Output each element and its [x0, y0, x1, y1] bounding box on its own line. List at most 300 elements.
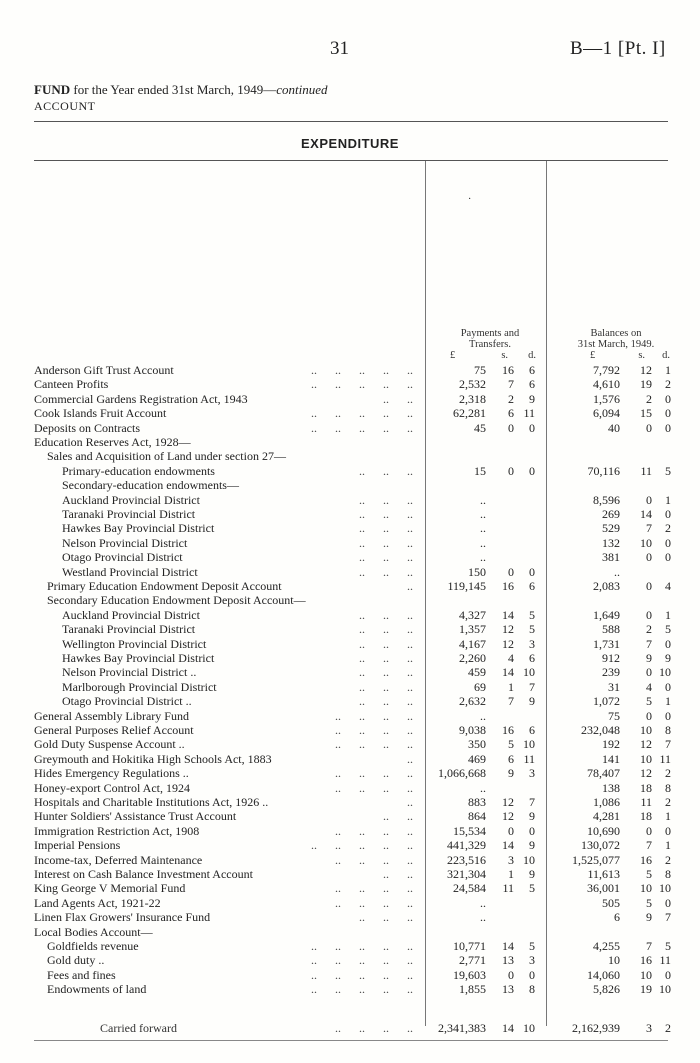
pay-pounds-cell: 2,632 — [459, 694, 486, 709]
bal-shillings-cell: 18 — [640, 809, 652, 824]
row-leader: .. .. .. — [350, 636, 413, 651]
carried-pay-pence: 10 — [523, 1021, 535, 1035]
bal-pounds-cell: .. — [614, 564, 620, 579]
pay-pence-cell: 5 — [529, 622, 535, 637]
table-row — [0, 536, 700, 550]
bal-pence-cell: 8 — [665, 867, 671, 881]
pay-pounds-cell: 469 — [468, 751, 486, 766]
row-label: Endowments of land — [47, 982, 147, 997]
bal-pounds-cell: 138 — [602, 780, 620, 795]
bal-pence-cell: 10 — [659, 665, 671, 680]
bal-pence-cell: 2 — [665, 766, 671, 781]
pay-pence-cell: 0 — [529, 564, 535, 579]
pay-pence-cell: 6 — [529, 363, 535, 377]
bal-shillings-cell: 12 — [640, 766, 652, 781]
row-leader: .. .. .. .. .. — [293, 838, 413, 853]
bal-shillings-cell: 5 — [646, 895, 652, 910]
table-row — [0, 565, 700, 579]
row-label: Taranaki Provincial District — [62, 622, 196, 637]
table-row — [0, 795, 700, 809]
bal-pounds-cell: 31 — [608, 679, 620, 694]
pay-pounds-cell: 9,038 — [459, 723, 486, 737]
row-leader: .. .. .. .. — [326, 708, 413, 723]
pay-pence-cell: 11 — [523, 751, 535, 766]
bal-pounds-cell: 75 — [608, 708, 620, 723]
table-row — [0, 867, 700, 881]
table-row — [0, 953, 700, 967]
balances-column-header — [560, 328, 672, 361]
bal-pence-cell: 0 — [665, 406, 671, 421]
row-leader: .. — [398, 795, 413, 809]
row-leader: .. .. .. .. — [326, 852, 413, 867]
bal-shillings-cell: 2 — [646, 622, 652, 637]
pay-shillings-cell: 2 — [508, 391, 514, 406]
pay-pounds-cell: 69 — [474, 679, 486, 694]
bal-pence-cell: 5 — [665, 622, 671, 637]
pay-pounds-cell: 2,318 — [459, 391, 486, 406]
payments-pounds-unit: £ — [450, 350, 456, 361]
pay-pence-cell: 10 — [523, 737, 535, 752]
pay-pence-cell: 9 — [529, 391, 535, 406]
bal-pence-cell: 2 — [665, 852, 671, 867]
carried-bal-pounds: 2,162,939 — [572, 1021, 620, 1035]
pay-pounds-cell: 459 — [468, 665, 486, 680]
row-leader: .. .. .. — [350, 607, 413, 622]
payments-pence-unit: d. — [528, 350, 536, 361]
bal-shillings-cell: 9 — [646, 651, 652, 665]
row-label: Hunter Soldiers' Assistance Trust Account — [34, 809, 237, 824]
row-label: General Assembly Library Fund — [34, 708, 189, 723]
carried-bal-pence: 2 — [665, 1021, 671, 1035]
pay-pounds-cell: 1,855 — [459, 982, 486, 997]
bal-shillings-cell: 2 — [646, 391, 652, 406]
pay-pounds-cell: 15,534 — [453, 823, 486, 838]
row-label: Westland Provincial District — [62, 564, 198, 579]
bal-pounds-cell: 505 — [602, 895, 620, 910]
row-label: Hawkes Bay Provincial District — [62, 651, 215, 665]
row-label: Wellington Provincial District — [62, 636, 207, 651]
bal-pence-cell: 9 — [665, 651, 671, 665]
bal-pounds-cell: 1,086 — [593, 795, 620, 809]
pay-pence-cell: 5 — [529, 939, 535, 953]
table-row — [0, 435, 700, 449]
pay-pence-cell: 10 — [523, 665, 535, 680]
pay-pounds-cell: .. — [480, 521, 486, 536]
bal-shillings-cell: 7 — [646, 939, 652, 953]
bal-shillings-cell: 0 — [646, 708, 652, 723]
pay-pence-cell: 0 — [529, 463, 535, 478]
bal-pence-cell: 0 — [665, 823, 671, 838]
bal-shillings-cell: 19 — [640, 377, 652, 392]
pay-shillings-cell: 6 — [508, 406, 514, 421]
bal-shillings-cell: 0 — [646, 420, 652, 435]
table-row — [0, 507, 700, 521]
row-label: King George V Memorial Fund — [34, 881, 186, 896]
row-leader: .. .. .. — [350, 463, 413, 478]
pay-pence-cell: 7 — [529, 679, 535, 694]
table-row — [0, 881, 700, 895]
table-row — [0, 550, 700, 564]
pay-shillings-cell: 0 — [508, 463, 514, 478]
bal-shillings-cell: 16 — [640, 953, 652, 968]
bal-pence-cell: 4 — [665, 579, 671, 593]
table-row — [0, 579, 700, 593]
row-leader: .. .. — [374, 867, 413, 881]
row-label: Hawkes Bay Provincial District — [62, 521, 215, 536]
payments-header-line2: Transfers. — [469, 339, 511, 350]
pay-shillings-cell: 16 — [502, 363, 514, 377]
pay-shillings-cell: 4 — [508, 651, 514, 665]
bal-pence-cell: 10 — [659, 881, 671, 896]
bal-shillings-cell: 11 — [640, 795, 652, 809]
pay-shillings-cell: 7 — [508, 377, 514, 392]
bal-pence-cell: 1 — [665, 809, 671, 824]
bal-shillings-cell: 12 — [640, 737, 652, 752]
bal-pence-cell: 11 — [659, 953, 671, 968]
bal-pounds-cell: 10,690 — [587, 823, 620, 838]
table-row — [0, 665, 700, 679]
bal-pounds-cell: 132 — [602, 535, 620, 550]
pay-shillings-cell: 12 — [502, 809, 514, 824]
row-leader: .. .. .. — [350, 564, 413, 579]
bal-pounds-cell: 5,826 — [593, 982, 620, 997]
pay-pence-cell: 6 — [529, 377, 535, 392]
bal-pounds-cell: 588 — [602, 622, 620, 637]
pay-shillings-cell: 7 — [508, 694, 514, 709]
row-label: Secondary Education Endowment Deposit Account— — [47, 593, 306, 608]
bal-pence-cell: 0 — [665, 420, 671, 435]
pay-pounds-cell: 321,304 — [447, 867, 486, 881]
table-row — [0, 680, 700, 694]
table-row — [0, 982, 700, 996]
pay-pounds-cell: 1,066,668 — [438, 766, 486, 781]
bal-shillings-cell: 14 — [640, 507, 652, 521]
row-label: Commercial Gardens Registration Act, 1943 — [34, 391, 248, 406]
pay-pounds-cell: 350 — [468, 737, 486, 752]
bal-pounds-cell: 7,792 — [593, 363, 620, 377]
balances-pounds-unit: £ — [590, 350, 596, 361]
pay-pounds-cell: 119,145 — [447, 579, 486, 593]
bal-pounds-cell: 381 — [602, 550, 620, 565]
bal-pence-cell: 1 — [665, 607, 671, 622]
payments-column-header — [440, 328, 540, 361]
bal-pence-cell: 7 — [665, 910, 671, 925]
bal-pence-cell: 0 — [665, 391, 671, 406]
balances-header-line2: 31st March, 1949. — [577, 339, 655, 350]
table-row — [0, 694, 700, 708]
row-label: Gold duty .. — [47, 953, 105, 968]
bal-pence-cell: 1 — [665, 492, 671, 507]
table-row — [0, 968, 700, 982]
carried-pay-pounds: 2,341,383 — [438, 1021, 486, 1035]
pay-pounds-cell: 150 — [468, 564, 486, 579]
table-row — [0, 637, 700, 651]
fund-title-italic: continued — [276, 82, 328, 97]
pay-pence-cell: 11 — [523, 406, 535, 421]
pay-pence-cell: 6 — [529, 651, 535, 665]
bal-pounds-cell: 6,094 — [593, 406, 620, 421]
bal-shillings-cell: 0 — [646, 550, 652, 565]
row-label: Taranaki Provincial District — [62, 507, 196, 521]
bal-pounds-cell: 1,525,077 — [572, 852, 620, 867]
pay-pence-cell: 5 — [529, 881, 535, 896]
table-row — [0, 449, 700, 463]
bal-pence-cell: 5 — [665, 939, 671, 953]
bal-shillings-cell: 15 — [640, 406, 652, 421]
row-leader: .. .. .. — [350, 622, 413, 637]
pay-shillings-cell: 0 — [508, 823, 514, 838]
bal-pence-cell: 0 — [665, 636, 671, 651]
table-row — [0, 838, 700, 852]
pay-pounds-cell: 2,260 — [459, 651, 486, 665]
pay-pence-cell: 3 — [529, 636, 535, 651]
row-label: Local Bodies Account— — [34, 924, 153, 939]
stray-mark: · — [468, 194, 472, 205]
pay-shillings-cell: 9 — [508, 766, 514, 781]
row-leader: .. .. .. .. — [326, 737, 413, 752]
bal-pounds-cell: 8,596 — [593, 492, 620, 507]
pay-pence-cell: 7 — [529, 795, 535, 809]
payments-currency-units — [440, 350, 540, 361]
bal-pounds-cell: 141 — [602, 751, 620, 766]
row-leader: .. .. .. .. — [326, 723, 413, 737]
row-label: Cook Islands Fruit Account — [34, 406, 167, 421]
table-row — [0, 421, 700, 435]
bal-pence-cell: 7 — [665, 737, 671, 752]
bal-pounds-cell: 70,116 — [587, 463, 620, 478]
pay-pounds-cell: 2,771 — [459, 953, 486, 968]
pay-pence-cell: 0 — [529, 823, 535, 838]
row-leader: .. .. .. — [350, 492, 413, 507]
bal-pounds-cell: 2,083 — [593, 579, 620, 593]
bal-shillings-cell: 7 — [646, 521, 652, 536]
pay-pounds-cell: 75 — [474, 363, 486, 377]
bal-pounds-cell: 192 — [602, 737, 620, 752]
pay-shillings-cell: 0 — [508, 420, 514, 435]
row-label: Primary Education Endowment Deposit Account — [47, 579, 282, 593]
bal-pence-cell: 0 — [665, 535, 671, 550]
row-leader: .. .. .. .. — [326, 895, 413, 910]
row-label: Education Reserves Act, 1928— — [34, 435, 191, 449]
row-leader: .. .. .. — [350, 665, 413, 680]
bal-pence-cell: 0 — [665, 550, 671, 565]
pay-pence-cell: 6 — [529, 723, 535, 737]
bal-pounds-cell: 36,001 — [587, 881, 620, 896]
table-row — [0, 651, 700, 665]
row-leader: .. .. .. — [350, 910, 413, 925]
bal-pounds-cell: 4,255 — [593, 939, 620, 953]
table-row — [0, 392, 700, 406]
bal-shillings-cell: 4 — [646, 679, 652, 694]
row-leader: .. .. .. .. .. — [293, 420, 413, 435]
pay-pounds-cell: 4,167 — [459, 636, 486, 651]
pay-pounds-cell: 24,584 — [453, 881, 486, 896]
table-row — [0, 853, 700, 867]
row-leader: .. .. .. .. .. — [302, 967, 413, 982]
payments-header-line1: Payments and — [460, 328, 520, 339]
row-label: Marlborough Provincial District — [62, 679, 217, 694]
bal-shillings-cell: 18 — [640, 780, 652, 795]
table-row — [0, 608, 700, 622]
bal-pence-cell: 2 — [665, 795, 671, 809]
bal-pounds-cell: 1,649 — [593, 607, 620, 622]
row-leader: .. .. .. .. .. — [302, 406, 413, 421]
row-label: Deposits on Contracts — [34, 420, 140, 435]
row-leader: .. .. .. — [350, 651, 413, 665]
pay-pence-cell: 0 — [529, 420, 535, 435]
pay-pence-cell: 9 — [529, 809, 535, 824]
pay-pence-cell: 6 — [529, 579, 535, 593]
bal-shillings-cell: 0 — [646, 823, 652, 838]
pay-shillings-cell: 16 — [502, 723, 514, 737]
pay-pounds-cell: .. — [480, 492, 486, 507]
pay-shillings-cell: 12 — [502, 636, 514, 651]
bal-pence-cell: 1 — [665, 838, 671, 853]
bal-pence-cell: 0 — [665, 679, 671, 694]
row-label: Imperial Pensions — [34, 838, 121, 853]
pay-pence-cell: 5 — [529, 607, 535, 622]
row-label: Goldfields revenue — [47, 939, 139, 953]
row-label: Land Agents Act, 1921-22 — [34, 895, 161, 910]
bal-shillings-cell: 10 — [640, 881, 652, 896]
bal-shillings-cell: 10 — [640, 723, 652, 737]
row-label: Canteen Profits — [34, 377, 109, 392]
pay-pounds-cell: .. — [480, 780, 486, 795]
carried-bal-shillings: 3 — [646, 1021, 652, 1035]
bal-pounds-cell: 4,281 — [593, 809, 620, 824]
row-label: Gold Duty Suspense Account .. — [34, 737, 185, 752]
pay-shillings-cell: 6 — [508, 751, 514, 766]
row-label: Secondary-education endowments— — [62, 478, 239, 493]
pay-shillings-cell: 3 — [508, 852, 514, 867]
table-row — [0, 709, 700, 723]
bal-pence-cell: 11 — [659, 751, 671, 766]
row-leader: .. .. .. — [350, 679, 413, 694]
row-label: Primary-education endowments — [62, 463, 215, 478]
row-leader: .. — [398, 751, 413, 766]
pay-shillings-cell: 1 — [508, 867, 514, 881]
row-leader: .. .. .. .. .. — [302, 982, 413, 997]
bal-pounds-cell: 14,060 — [587, 967, 620, 982]
pay-shillings-cell: 12 — [502, 795, 514, 809]
pay-shillings-cell: 14 — [502, 838, 514, 853]
pay-pounds-cell: 62,281 — [453, 406, 486, 421]
bal-shillings-cell: 10 — [640, 967, 652, 982]
bal-pounds-cell: 269 — [602, 507, 620, 521]
pay-pounds-cell: .. — [480, 910, 486, 925]
pay-shillings-cell: 13 — [502, 982, 514, 997]
bal-shillings-cell: 0 — [646, 665, 652, 680]
bal-pounds-cell: 4,610 — [593, 377, 620, 392]
document-reference: B—1 [Pt. I] — [570, 38, 666, 59]
bal-pence-cell: 8 — [665, 723, 671, 737]
row-leader: .. .. .. .. .. — [308, 363, 413, 377]
bal-shillings-cell: 10 — [640, 535, 652, 550]
bal-pence-cell: 2 — [665, 377, 671, 392]
table-row — [0, 766, 700, 780]
table-row — [0, 781, 700, 795]
bal-pounds-cell: 912 — [602, 651, 620, 665]
table-row — [0, 521, 700, 535]
bal-shillings-cell: 5 — [646, 867, 652, 881]
row-leader: .. .. .. .. .. — [302, 953, 413, 968]
pay-pence-cell: 10 — [523, 852, 535, 867]
row-leader: .. .. .. — [350, 507, 413, 521]
pay-pence-cell: 9 — [529, 867, 535, 881]
row-leader: .. .. .. .. — [326, 766, 413, 781]
table-row — [0, 622, 700, 636]
carried-pay-shillings: 14 — [502, 1021, 514, 1035]
bal-pence-cell: 5 — [665, 463, 671, 478]
row-leader: .. .. .. — [350, 694, 413, 709]
balances-pence-unit: d. — [662, 350, 670, 361]
bal-pounds-cell: 239 — [602, 665, 620, 680]
footer-rule — [34, 1040, 668, 1041]
row-label: Interest on Cash Balance Investment Account — [34, 867, 253, 881]
bal-pounds-cell: 40 — [608, 420, 620, 435]
row-leader: .. .. .. .. — [326, 881, 413, 896]
pay-shillings-cell: 0 — [508, 564, 514, 579]
table-row — [0, 493, 700, 507]
row-label: Linen Flax Growers' Insurance Fund — [34, 910, 211, 925]
row-label: Fees and fines — [47, 967, 116, 982]
bal-shillings-cell: 10 — [640, 751, 652, 766]
pay-pence-cell: 8 — [529, 982, 535, 997]
row-label: Nelson Provincial District .. — [62, 665, 197, 680]
row-leader: .. — [398, 579, 413, 593]
table-row — [0, 910, 700, 924]
row-leader: .. .. — [374, 809, 413, 824]
row-label: Anderson Gift Trust Account — [34, 363, 174, 377]
bal-pounds-cell: 10 — [608, 953, 620, 968]
bal-shillings-cell: 5 — [646, 694, 652, 709]
bal-pence-cell: 0 — [665, 708, 671, 723]
row-label: Immigration Restriction Act, 1908 — [34, 823, 200, 838]
table-row — [0, 464, 700, 478]
bal-shillings-cell: 12 — [640, 363, 652, 377]
bal-pence-cell: 0 — [665, 895, 671, 910]
pay-pounds-cell: 864 — [468, 809, 486, 824]
bal-pence-cell: 0 — [665, 967, 671, 982]
row-label: General Purposes Relief Account — [34, 723, 194, 737]
table-row — [0, 478, 700, 492]
pay-shillings-cell: 5 — [508, 737, 514, 752]
bal-pounds-cell: 232,048 — [581, 723, 620, 737]
table-row — [0, 809, 700, 823]
carried-forward-label: Carried forward — [100, 1021, 177, 1035]
row-label: Otago Provincial District — [62, 550, 183, 565]
pay-shillings-cell: 14 — [502, 939, 514, 953]
bal-shillings-cell: 0 — [646, 607, 652, 622]
pay-shillings-cell: 11 — [502, 881, 514, 896]
bal-shillings-cell: 16 — [640, 852, 652, 867]
row-label: Sales and Acquisition of Land under section 27— — [47, 449, 286, 464]
pay-pounds-cell: .. — [480, 507, 486, 521]
pay-shillings-cell: 1 — [508, 679, 514, 694]
pay-pounds-cell: 441,329 — [447, 838, 486, 853]
pay-pounds-cell: 223,516 — [447, 852, 486, 867]
table-row — [0, 939, 700, 953]
bal-shillings-cell: 19 — [640, 982, 652, 997]
fund-title-bold: FUND — [34, 82, 71, 97]
table-row — [0, 752, 700, 766]
row-label: Nelson Provincial District — [62, 535, 188, 550]
pay-pounds-cell: .. — [480, 895, 486, 910]
pay-shillings-cell: 14 — [502, 607, 514, 622]
balances-currency-units — [560, 350, 672, 361]
balances-shillings-unit: s. — [638, 350, 646, 361]
pay-pence-cell: 3 — [529, 953, 535, 968]
